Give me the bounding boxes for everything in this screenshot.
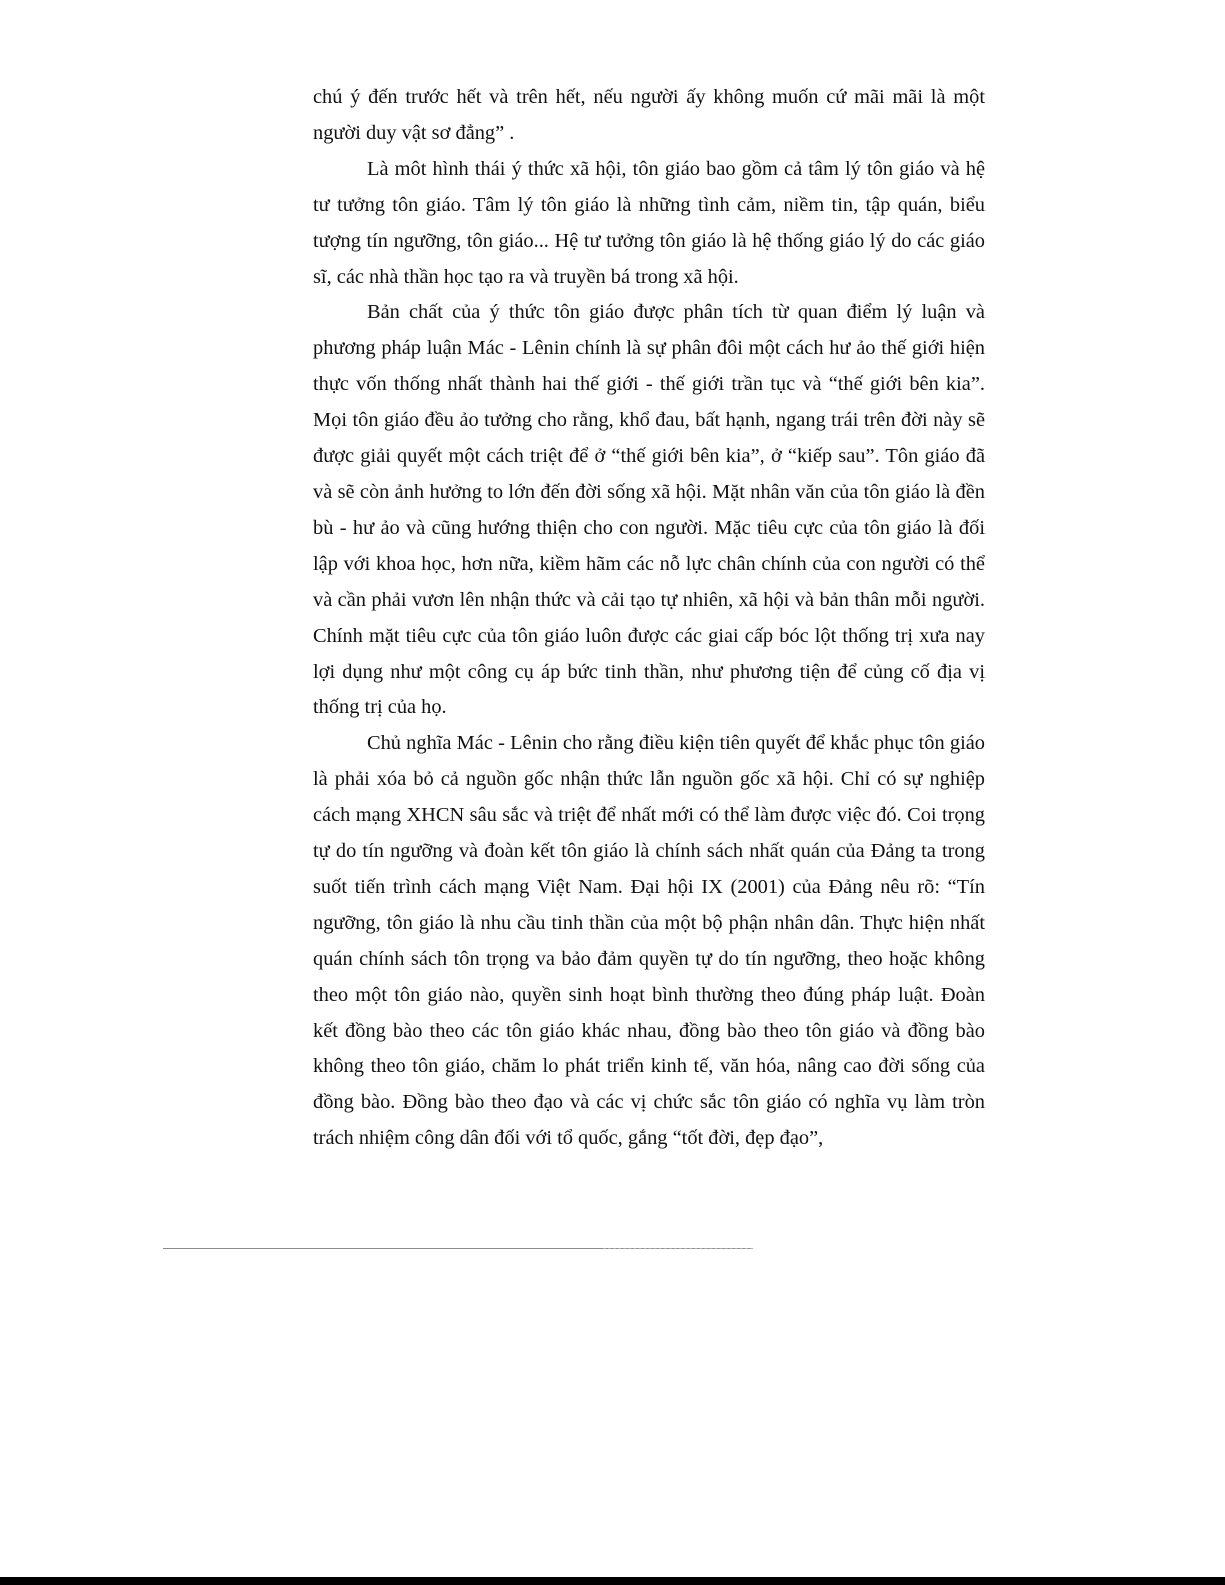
paragraph-continuation: chú ý đến trước hết và trên hết, nếu người ấy không muốn cứ mãi mãi là một người duy vật sơ đẳng” . [313,86,985,144]
paragraph-religion-form: Là môt hình thái ý thức xã hội, tôn giáo bao gồm cả tâm lý tôn giáo và hệ tư tưởng tôn giáo. Tâm lý tôn giáo là những tình cảm, niềm tin, tập quán, biểu tượng tín ngưỡng, tôn giáo... Hệ tư tưởng tôn giáo là hệ thống giáo lý do các giáo sĩ, các nhà thần học tạo ra và truyền bá trong xã hội. [313,157,985,288]
footnote-separator [163,1248,753,1249]
paragraph-religion-nature: Bản chất của ý thức tôn giáo được phân tích từ quan điểm lý luận và phương pháp luận Mác - Lênin chính là sự phân đôi một cách hư ảo thế giới hiện thực vốn thống nhất thành hai thế giới - thế giới trần tục và “thế giới bên kia”. Mọi tôn giáo đều ảo tưởng cho rằng, khổ đau, bất hạnh, ngang trái trên đời này sẽ được giải quyết một cách triệt để ở “thế giới bên kia”, ở “kiếp sau”. Tôn giáo đã và sẽ còn ảnh hưởng to lớn đến đời sống xã hội. Mặt nhân văn của tôn giáo là đền bù - hư ảo và cũng hướng thiện cho con người. Mặc tiêu cực của tôn giáo là đối lập với khoa học, hơn nữa, kiềm hãm các nỗ lực chân chính của con người có thể và cần phải vươn lên nhận thức và cải tạo tự nhiên, xã hội và bản thân mỗi người. Chính mặt tiêu cực của tôn giáo luôn được các giai cấp bóc lột thống trị xưa nay lợi dụng như một công cụ áp bức tinh thần, như phương tiện để củng cố địa vị thống trị của họ. [313,301,985,719]
paragraph-marxism-leninism: Chủ nghĩa Mác - Lênin cho rằng điều kiện tiên quyết để khắc phục tôn giáo là phải xóa bỏ cả nguồn gốc nhận thức lẫn nguồn gốc xã hội. Chỉ có sự nghiệp cách mạng XHCN sâu sắc và triệt để nhất mới có thể làm được việc đó. Coi trọng tự do tín ngưỡng và đoàn kết tôn giáo là chính sách nhất quán của Đảng ta trong suốt tiến trình cách mạng Việt Nam. Đại hội IX (2001) của Đảng nêu rõ: “Tín ngưỡng, tôn giáo là nhu cầu tinh thần của một bộ phận nhân dân. Thực hiện nhất quán chính sách tôn trọng va bảo đảm quyền tự do tín ngưỡng, theo hoặc không theo một tôn giáo nào, quyền sinh hoạt bình thường theo đúng pháp luật. Đoàn kết đồng bào theo các tôn giáo khác nhau, đồng bào theo tôn giáo và đồng bào không theo tôn giáo, chăm lo phát triển kinh tế, văn hóa, nâng cao đời sống của đồng bào. Đồng bào theo đạo và các vị chức sắc tôn giáo có nghĩa vụ làm tròn trách nhiệm công dân đối với tổ quốc, gắng “tốt đời, đẹp đạo”, [313,732,985,1150]
body-text [313,80,985,1157]
page-bottom-edge [0,1577,1225,1585]
